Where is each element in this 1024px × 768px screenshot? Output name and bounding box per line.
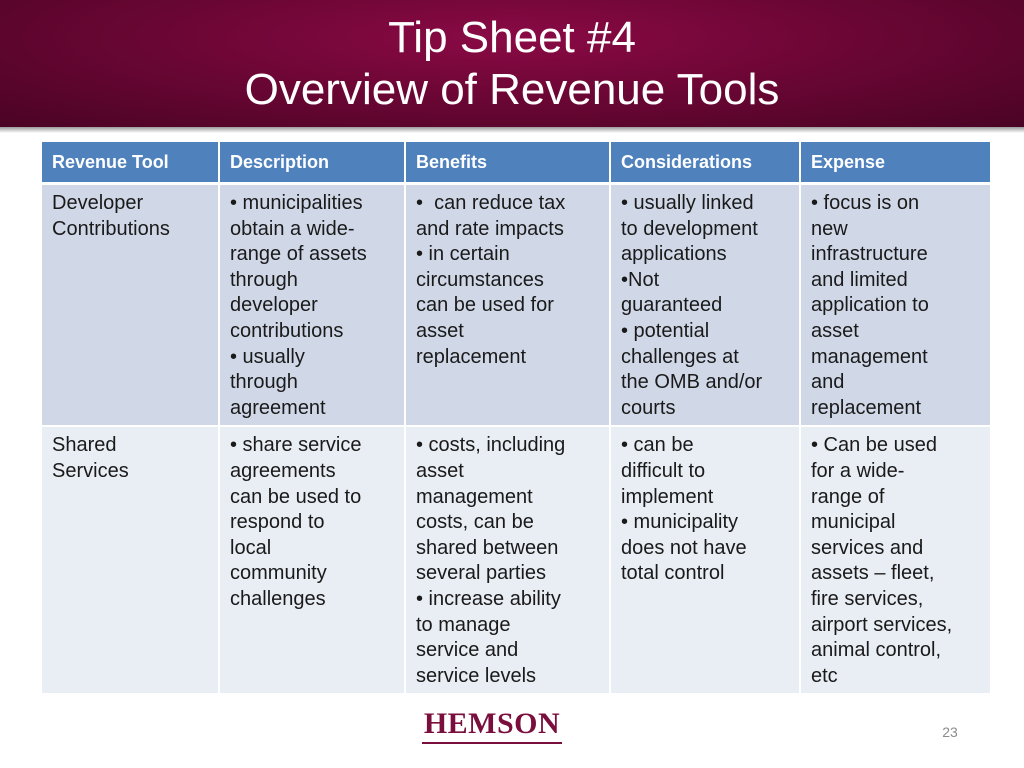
cell-line: application to: [811, 294, 929, 317]
cell-line: management: [416, 485, 533, 508]
cell-line: replacement: [416, 345, 527, 368]
column-header-description: Description: [219, 142, 405, 184]
cell-tool: [42, 426, 219, 694]
cell-line: replacement: [811, 396, 922, 419]
cell-line: and rate impacts: [416, 217, 564, 240]
cell-line: Services: [52, 459, 129, 482]
cell-line: • focus is on: [811, 192, 920, 214]
cell-line: Developer: [52, 192, 144, 214]
cell-line: circumstances: [416, 268, 544, 291]
cell-line: developer: [230, 294, 318, 317]
logo-underline: [422, 742, 562, 744]
cell-line: applications: [621, 243, 727, 266]
cell-line: •Not: [621, 268, 660, 291]
cell-line: • can be: [621, 434, 694, 457]
cell-line: • in certain: [416, 243, 510, 266]
cell-line: • municipality: [621, 511, 739, 534]
cell-tool: [42, 184, 219, 427]
cell-line: Shared: [52, 434, 117, 457]
cell-line: challenges at: [621, 345, 739, 368]
cell-line: and: [811, 371, 845, 394]
column-header-expense: Expense: [800, 142, 990, 184]
table-header-row: [42, 142, 990, 184]
table-row: [42, 426, 990, 694]
cell-benefits: [405, 184, 610, 427]
cell-line: guaranteed: [621, 294, 723, 317]
cell-line: difficult to: [621, 459, 706, 482]
cell-line: to manage: [416, 613, 511, 636]
column-header-considerations: Considerations: [610, 142, 800, 184]
cell-line: management: [811, 345, 928, 368]
column-header-benefits: Benefits: [405, 142, 610, 184]
cell-line: etc: [811, 664, 838, 687]
slide-title-line-1: Tip Sheet #4: [388, 13, 636, 62]
cell-line: costs, can be: [416, 511, 534, 534]
cell-line: local: [230, 536, 272, 559]
cell-description: [219, 184, 405, 427]
cell-line: • usually: [230, 345, 305, 368]
cell-line: infrastructure: [811, 243, 928, 266]
cell-line: • usually linked: [621, 192, 754, 214]
cell-considerations: [610, 426, 800, 694]
cell-line: • share service: [230, 434, 362, 457]
page-number: 23: [942, 724, 958, 740]
cell-line: fire services,: [811, 587, 924, 610]
banner-shadow: [0, 127, 1024, 133]
cell-line: services and: [811, 536, 924, 559]
cell-line: community: [230, 562, 327, 585]
cell-line: service levels: [416, 664, 537, 687]
cell-expense: [800, 426, 990, 694]
cell-line: • Can be used: [811, 434, 937, 457]
cell-line: • increase ability: [416, 587, 561, 610]
slide-title-line-2: Overview of Revenue Tools: [244, 65, 780, 114]
cell-line: through: [230, 268, 298, 291]
cell-line: • can reduce tax: [416, 192, 566, 214]
cell-line: implement: [621, 485, 714, 508]
cell-line: challenges: [230, 587, 326, 610]
cell-line: asset: [416, 459, 464, 482]
table-row: [42, 184, 990, 427]
revenue-tools-table: [42, 142, 990, 695]
hemson-logo: HEMSON: [423, 707, 561, 740]
cell-line: to development: [621, 217, 758, 240]
cell-line: • costs, including: [416, 434, 566, 457]
cell-line: can be used to: [230, 485, 362, 508]
cell-description: [219, 426, 405, 694]
cell-line: animal control,: [811, 639, 942, 662]
cell-line: service and: [416, 639, 519, 662]
cell-line: range of assets: [230, 243, 367, 266]
cell-line: new: [811, 217, 848, 240]
cell-line: municipal: [811, 511, 896, 534]
cell-expense: [800, 184, 990, 427]
cell-line: agreement: [230, 396, 326, 419]
cell-line: agreements: [230, 459, 336, 482]
cell-line: can be used for: [416, 294, 554, 317]
cell-line: obtain a wide-: [230, 217, 355, 240]
cell-benefits: [405, 426, 610, 694]
cell-line: courts: [621, 396, 676, 419]
cell-line: shared between: [416, 536, 559, 559]
cell-line: total control: [621, 562, 725, 585]
cell-line: contributions: [230, 319, 344, 342]
cell-line: • potential: [621, 319, 710, 342]
cell-considerations: [610, 184, 800, 427]
cell-line: asset: [811, 319, 859, 342]
cell-line: the OMB and/or: [621, 371, 763, 394]
cell-line: through: [230, 371, 298, 394]
cell-line: • municipalities: [230, 192, 363, 214]
slide-title: [0, 12, 1024, 116]
cell-line: Contributions: [52, 217, 170, 240]
cell-line: does not have: [621, 536, 747, 559]
cell-line: for a wide-: [811, 459, 905, 482]
cell-line: respond to: [230, 511, 325, 534]
cell-line: airport services,: [811, 613, 953, 636]
cell-line: asset: [416, 319, 464, 342]
cell-line: several parties: [416, 562, 547, 585]
cell-line: assets – fleet,: [811, 562, 935, 585]
cell-line: range of: [811, 485, 885, 508]
cell-line: and limited: [811, 268, 908, 291]
column-header-revenue-tool: Revenue Tool: [42, 142, 219, 184]
